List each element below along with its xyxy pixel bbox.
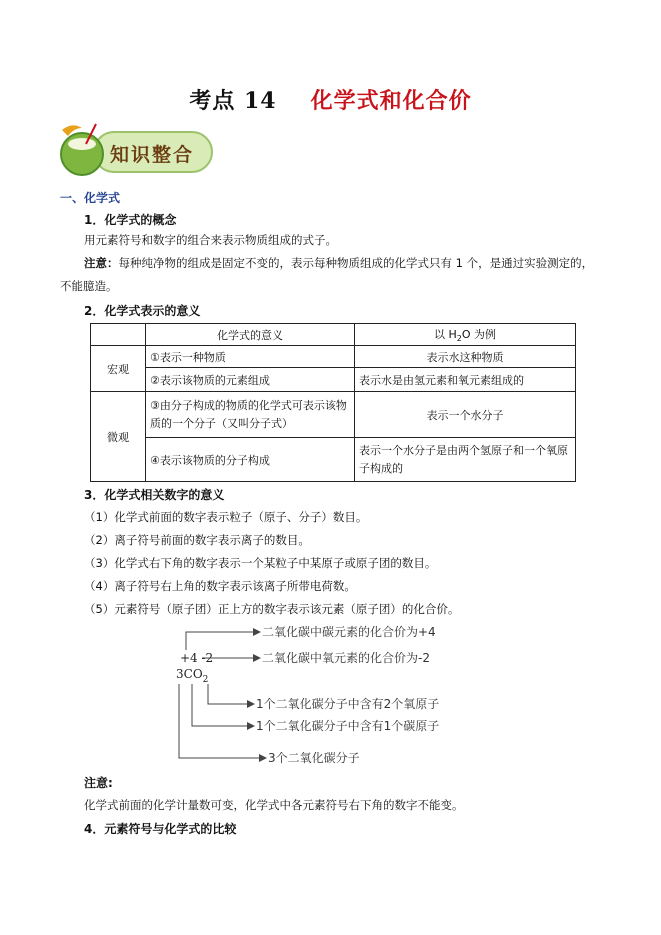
label-carbon-atom: 1个二氧化碳分子中含有1个碳原子 (256, 719, 440, 733)
sub1-text: 用元素符号和数字的组合来表示物质组成的式子。 (84, 233, 337, 247)
header-example-suffix: O 为例 (461, 328, 497, 341)
row-meaning: ④表示该物质的分子构成 (146, 438, 355, 482)
sub4-heading: 4．元素符号与化学式的比较 (84, 822, 237, 836)
micro-label: 微观 (91, 392, 146, 482)
macro-label: 宏观 (91, 346, 146, 392)
table-row (91, 392, 576, 438)
sub3-item-5: （5）元素符号（原子团）正上方的数字表示该元素（原子团）的化合价。 (84, 602, 460, 616)
header-example-sub: 2 (456, 334, 462, 344)
row-meaning: ③由分子构成的物质的化学式可表示该物质的一个分子（又叫分子式） (146, 392, 355, 438)
table-header-row (91, 324, 576, 346)
sub3-item-2: （2）离子符号前面的数字表示离子的数目。 (84, 533, 310, 547)
label-molecules: 3个二氧化碳分子 (268, 751, 360, 765)
label-oxygen-valence: 二氧化碳中氧元素的化合价为-2 (262, 651, 430, 665)
label-carbon-valence: 二氧化碳中碳元素的化合价为+4 (262, 625, 436, 639)
arrow-oxygen-atoms (208, 684, 254, 704)
diagram-formula (176, 667, 208, 685)
diagram-valences: +4 -2 (180, 651, 214, 665)
section1-heading: 一、化学式 (60, 191, 121, 205)
arrow-carbon-valence (186, 632, 260, 650)
sub3-item-1: （1）化学式前面的数字表示粒子（原子、分子）数目。 (84, 510, 368, 524)
title-name: 化学式和化合价 (310, 88, 472, 114)
row-meaning: ①表示一种物质 (146, 346, 355, 368)
header-meaning: 化学式的意义 (146, 324, 355, 346)
sub3-note-text: 化学式前面的化学计量数可变，化学式中各元素符号右下角的数字不能变。 (84, 798, 464, 812)
sub2-heading: 2．化学式表示的意义 (84, 304, 201, 318)
co2-diagram (170, 620, 510, 770)
sub1-heading: 1．化学式的概念 (84, 213, 177, 227)
sub1-note-text: 每种纯净物的组成是固定不变的，表示每种物质组成的化学式只有 1 个，是通过实验测定的， (118, 256, 594, 270)
label-oxygen-atoms: 1个二氧化碳分子中含有2个氧原子 (256, 697, 440, 711)
sub3-note-label: 注意: (84, 776, 113, 790)
sub3-heading: 3．化学式相关数字的意义 (84, 488, 225, 502)
table-row (91, 346, 576, 368)
title-prefix: 考点 14 (189, 88, 277, 114)
row-example: 表示水是由氢元素和氧元素组成的 (355, 368, 576, 392)
sub1-note (84, 252, 593, 274)
row-meaning: ②表示该物质的元素组成 (146, 368, 355, 392)
arrow-carbon-atom (192, 684, 254, 726)
header-example-prefix: 以 H (433, 328, 457, 341)
sub3-item-4: （4）离子符号右上角的数字表示该离子所带电荷数。 (84, 579, 356, 593)
row-example: 表示一个水分子 (355, 392, 576, 438)
row-example: 表示水这种物质 (355, 346, 576, 368)
page-title (0, 84, 661, 115)
table-row (91, 438, 576, 482)
diagram-formula-sub: 2 (202, 675, 209, 685)
header-example (355, 324, 576, 346)
row-example: 表示一个水分子是由两个氢原子和一个氧原子构成的 (355, 438, 576, 482)
sub3-item-3: （3）化学式右下角的数字表示一个某粒子中某原子或原子团的数目。 (84, 556, 437, 570)
diagram-formula-main: 3CO (176, 667, 203, 681)
sub1-note-label: 注意： (84, 256, 119, 270)
table-row (91, 368, 576, 392)
meaning-table (90, 323, 576, 482)
sub1-note-text2: 不能臆造。 (60, 279, 118, 293)
badge-text: 知识整合 (110, 144, 195, 166)
